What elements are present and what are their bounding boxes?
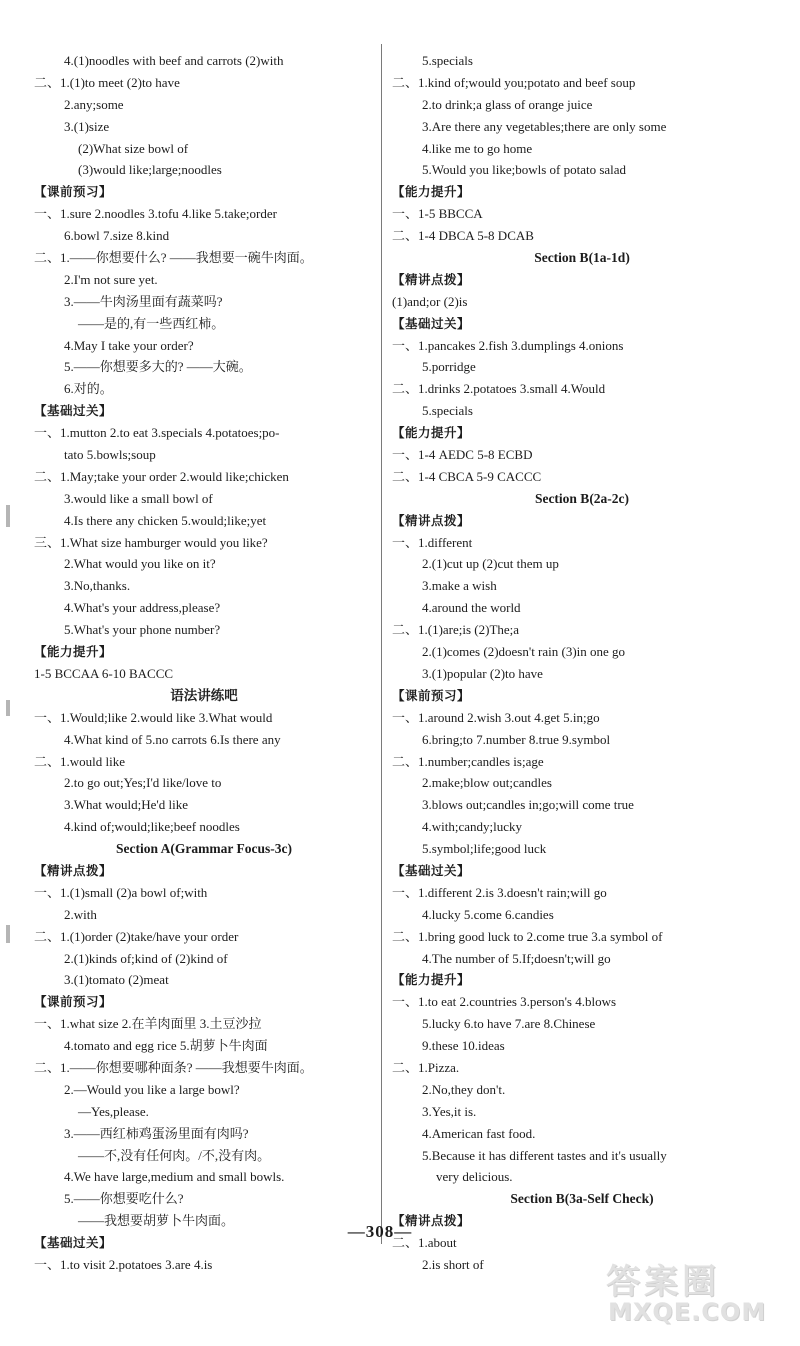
answer-line: 二、1.——你想要哪种面条? ——我想要牛肉面。: [34, 1059, 313, 1075]
answer-line: 5.symbol;life;good luck: [422, 841, 547, 857]
answer-line: 4.We have large,medium and small bowls.: [64, 1169, 285, 1185]
answer-line: 2.No,they don't.: [422, 1081, 506, 1097]
answer-line: 5.Because it has different tastes and it's usually: [422, 1147, 667, 1163]
section-heading: 【基础过关】: [392, 862, 471, 878]
answer-line: ——我想要胡萝卜牛肉面。: [78, 1213, 235, 1229]
answer-line: 2.(1)kinds of;kind of (2)kind of: [64, 950, 228, 966]
answer-line: 4.around the world: [422, 600, 521, 616]
answer-line: 3.——西红柿鸡蛋汤里面有肉吗?: [64, 1125, 249, 1141]
answer-line: 二、1-4 CBCA 5-9 CACCC: [392, 468, 542, 484]
answer-line: 一、1.(1)small (2)a bowl of;with: [34, 884, 208, 900]
section-heading: 【基础过关】: [34, 1235, 113, 1251]
answer-line: 4.Is there any chicken 5.would;like;yet: [64, 512, 267, 528]
answer-line: 一、1.what size 2.在羊肉面里 3.土豆沙拉: [34, 1016, 262, 1032]
section-heading: 【能力提升】: [34, 644, 113, 660]
section-title: Section A(Grammar Focus-3c): [116, 841, 292, 857]
answer-line: (2)What size bowl of: [78, 140, 189, 156]
answer-line: 2.—Would you like a large bowl?: [64, 1081, 240, 1097]
answer-line: 二、1.(1)to meet (2)to have: [34, 74, 180, 90]
answer-line: 4.What kind of 5.no carrots 6.Is there any: [64, 731, 281, 747]
answer-line: 4.What's your address,please?: [64, 600, 221, 616]
answer-line: —Yes,please.: [78, 1103, 149, 1119]
answer-line: 一、1.sure 2.noodles 3.tofu 4.like 5.take;order: [34, 206, 277, 222]
section-heading: 【基础过关】: [392, 315, 471, 331]
answer-line: 二、1-4 DBCA 5-8 DCAB: [392, 228, 534, 244]
answer-line: 5.porridge: [422, 359, 476, 375]
answer-line: ——不,没有任何肉。/不,没有肉。: [78, 1147, 271, 1163]
answer-line: 5.Would you like;bowls of potato salad: [422, 162, 627, 178]
answer-line: 5.What's your phone number?: [64, 622, 221, 638]
answer-line: 5.specials: [422, 53, 473, 68]
answer-line: 一、1.different 2.is 3.doesn't rain;will go: [392, 884, 607, 900]
answer-line: 6.bowl 7.size 8.kind: [64, 228, 170, 244]
section-title: Section B(1a-1d): [534, 250, 630, 266]
page-number: —308—: [347, 1222, 413, 1241]
binding-mark: [6, 925, 10, 943]
answer-line: 二、1.——你想要什么? ——我想要一碗牛肉面。: [34, 250, 313, 266]
answer-line: (1)and;or (2)is: [392, 293, 468, 309]
answer-line: 3.would like a small bowl of: [64, 490, 213, 506]
answer-line: 2.with: [64, 906, 97, 922]
answer-line: 一、1.mutton 2.to eat 3.specials 4.potatoes;po-: [34, 425, 280, 441]
answer-line: 2.to drink;a glass of orange juice: [422, 96, 593, 112]
answer-line: 3.blows out;candles in;go;will come true: [422, 797, 634, 813]
left-column: [34, 50, 374, 1276]
section-title: Section B(2a-2c): [534, 490, 630, 506]
answer-line: 4.with;candy;lucky: [422, 819, 523, 835]
answer-line: 3.——牛肉汤里面有蔬菜吗?: [64, 293, 223, 309]
answer-line: 二、1.bring good luck to 2.come true 3.a symbol of: [392, 928, 663, 944]
section-heading: 【课前预习】: [392, 687, 471, 703]
binding-mark: [6, 505, 10, 527]
answer-line: 二、1.(1)are;is (2)The;a: [392, 622, 520, 638]
answer-line: ——是的,有一些西红柿。: [78, 315, 225, 331]
section-heading: 【课前预习】: [34, 184, 113, 200]
binding-mark: [6, 700, 10, 716]
site-watermark: [600, 1252, 790, 1332]
answer-line: 2.(1)cut up (2)cut them up: [422, 556, 559, 572]
answer-line: 2.What would you like on it?: [64, 556, 216, 572]
watermark-chinese-text: 答案圈: [606, 1262, 720, 1302]
section-heading: 【精讲点拨】: [34, 862, 113, 878]
answer-line: 一、1.to visit 2.potatoes 3.are 4.is: [34, 1256, 213, 1272]
column-divider: [381, 44, 382, 1244]
answer-line: 4.American fast food.: [422, 1125, 536, 1141]
section-heading: 【精讲点拨】: [392, 512, 471, 528]
section-heading: 【精讲点拨】: [392, 271, 471, 287]
answer-line: 2.to go out;Yes;I'd like/love to: [64, 775, 222, 791]
answer-line: 2.I'm not sure yet.: [64, 271, 158, 287]
answer-line: 二、1.drinks 2.potatoes 3.small 4.Would: [392, 381, 606, 397]
answer-line: (3)would like;large;noodles: [78, 162, 222, 178]
answer-line: 6.bring;to 7.number 8.true 9.symbol: [422, 731, 611, 747]
section-heading: 【能力提升】: [392, 184, 471, 200]
answer-line: 3.What would;He'd like: [64, 797, 189, 813]
answer-line: 5.specials: [422, 403, 473, 419]
answer-line: 3.No,thanks.: [64, 578, 131, 594]
answer-line: 二、1.about: [392, 1235, 457, 1251]
answer-line: 4.like me to go home: [422, 140, 533, 156]
answer-line: 6.对的。: [64, 381, 113, 397]
section-heading: 【精讲点拨】: [392, 1213, 471, 1229]
answer-line: 2.is short of: [422, 1256, 484, 1272]
section-title: Section B(3a-Self Check): [510, 1191, 654, 1207]
answer-line: 3.make a wish: [422, 578, 497, 594]
answer-line: 一、1-5 BBCCA: [392, 206, 483, 222]
answer-line: 3.(1)tomato (2)meat: [64, 972, 169, 988]
answer-line: 一、1.different: [392, 534, 473, 550]
answer-line: 3.(1)popular (2)to have: [422, 665, 543, 681]
answer-line: 4.(1)noodles with beef and carrots (2)with: [64, 53, 284, 68]
watermark-url-text: MXQE.COM: [608, 1298, 767, 1326]
answer-line: 二、1.(1)order (2)take/have your order: [34, 928, 239, 944]
answer-line: 二、1.Pizza.: [392, 1059, 460, 1075]
answer-line: 9.these 10.ideas: [422, 1038, 505, 1054]
answer-line: 二、1.kind of;would you;potato and beef soup: [392, 74, 636, 90]
section-heading: 【能力提升】: [392, 972, 471, 988]
answer-line: 2.any;some: [64, 96, 124, 112]
answer-line: 5.——你想要多大的? ——大碗。: [64, 359, 252, 375]
answer-line: 5.——你想要吃什么?: [64, 1191, 184, 1207]
answer-line: very delicious.: [436, 1169, 513, 1185]
answer-line: 4.kind of;would;like;beef noodles: [64, 819, 240, 835]
answer-line: 4.tomato and egg rice 5.胡萝卜牛肉面: [64, 1038, 268, 1054]
answer-line: 4.lucky 5.come 6.candies: [422, 906, 554, 922]
answer-line: 3.(1)size: [64, 118, 110, 134]
answer-line: 一、1.Would;like 2.would like 3.What would: [34, 709, 273, 725]
answer-line: 3.Yes,it is.: [422, 1103, 477, 1119]
answer-line: 二、1.would like: [34, 753, 125, 769]
section-heading: 【课前预习】: [34, 994, 113, 1010]
answer-line: 一、1-4 AEDC 5-8 ECBD: [392, 447, 533, 463]
answer-line: 一、1.around 2.wish 3.out 4.get 5.in;go: [392, 709, 600, 725]
answer-line: 4.May I take your order?: [64, 337, 194, 353]
answer-line: 2.(1)comes (2)doesn't rain (3)in one go: [422, 644, 626, 660]
section-title: 语法讲练吧: [170, 687, 238, 703]
answer-line: 二、1.number;candles is;age: [392, 753, 544, 769]
answer-line: 一、1.to eat 2.countries 3.person's 4.blows: [392, 994, 617, 1010]
answer-line: 5.lucky 6.to have 7.are 8.Chinese: [422, 1016, 596, 1032]
answer-line: 一、1.pancakes 2.fish 3.dumplings 4.onions: [392, 337, 624, 353]
answer-line: 3.Are there any vegetables;there are only some: [422, 118, 667, 134]
answer-line: 4.The number of 5.If;doesn't;will go: [422, 950, 611, 966]
answer-line: 2.make;blow out;candles: [422, 775, 552, 791]
section-heading: 【能力提升】: [392, 425, 471, 441]
answer-line: tato 5.bowls;soup: [64, 447, 156, 463]
right-column: [392, 50, 772, 1276]
answer-line: 1-5 BCCAA 6-10 BACCC: [34, 665, 174, 681]
section-heading: 【基础过关】: [34, 403, 113, 419]
answer-line: 三、1.What size hamburger would you like?: [34, 534, 268, 550]
answer-line: 二、1.May;take your order 2.would like;chicken: [34, 468, 289, 484]
